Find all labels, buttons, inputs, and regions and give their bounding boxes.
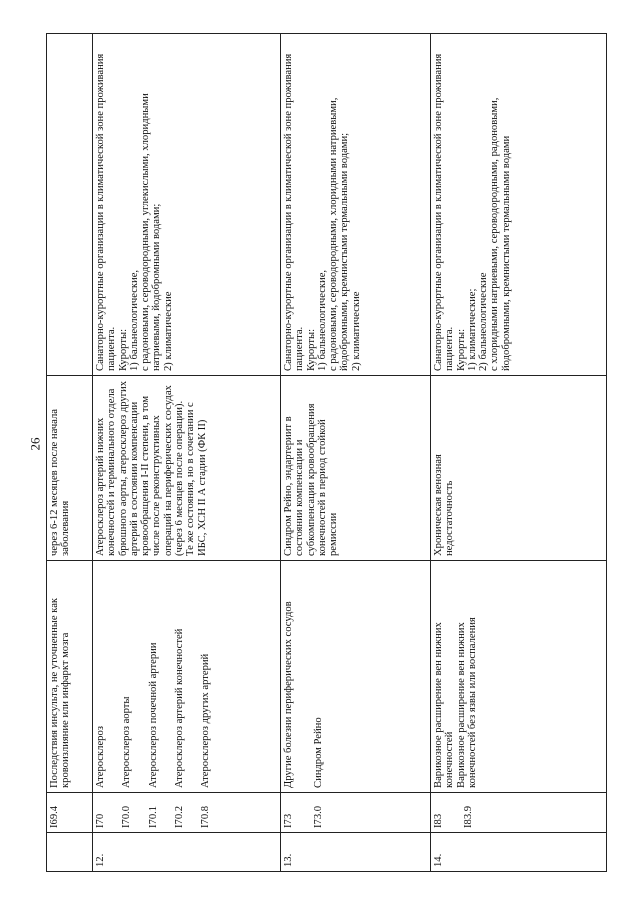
icd-code-cell bbox=[93, 793, 281, 833]
disease-name-cell bbox=[431, 561, 607, 793]
condition-text: Синдром Рейно, эндартериит в состоянии компенсации и субкомпенсации кровообращения конечностей в период стойкой ремиссии bbox=[283, 403, 340, 556]
condition-cell bbox=[93, 376, 281, 561]
icd-code: I70.1 bbox=[147, 805, 159, 828]
condition-text: через 6-12 месяцев после начала заболевания bbox=[49, 409, 72, 556]
row-number-cell bbox=[93, 833, 281, 872]
icd-code: I70 bbox=[95, 813, 106, 828]
condition-text: Те же состояния, но в сочетании с ИБС, ХСН II А стадии (ФК II) bbox=[185, 402, 208, 556]
treatment-text: Санаторно-курортные организации в климатической зоне проживания пациента. bbox=[95, 53, 118, 371]
treatment-text: 2) климатические bbox=[162, 291, 174, 371]
condition-cell bbox=[47, 376, 93, 561]
disease-name: Другие болезни периферических сосудов bbox=[283, 601, 294, 788]
table-row bbox=[47, 34, 93, 872]
table-row bbox=[281, 34, 431, 872]
treatment-text: Курорты: bbox=[305, 328, 317, 371]
treatment-text: Курорты: bbox=[117, 328, 129, 371]
page-number: 26 bbox=[27, 437, 43, 451]
disease-name: Варикозное расширение вен нижних конечностей bbox=[433, 622, 456, 788]
row-number-cell bbox=[47, 833, 93, 872]
disease-name: Атеросклероз почечной артерии bbox=[147, 642, 159, 788]
treatment-cell bbox=[281, 34, 431, 376]
resort-indications-table bbox=[46, 33, 607, 872]
icd-code: I70.2 bbox=[173, 805, 185, 828]
disease-name: Варикозное расширение вен нижних конечностей без язвы или воспаления bbox=[455, 617, 478, 788]
icd-code-cell bbox=[431, 793, 607, 833]
treatment-text: с радоновыми, сероводородными, углекислыми, хлоридными натриевыми, йодобромными водами; bbox=[140, 93, 163, 371]
treatment-text: 1) климатические; bbox=[466, 288, 478, 371]
disease-name-cell bbox=[93, 561, 281, 793]
treatment-text: Санаторно-курортные организации в климатической зоне проживания пациента. bbox=[433, 53, 456, 371]
disease-name: Синдром Рейно bbox=[313, 717, 325, 788]
disease-name: Последствия инсульта, не уточненные как кровоизлияние или инфаркт мозга bbox=[49, 597, 72, 788]
disease-name: Атеросклероз других артерий bbox=[200, 653, 212, 788]
icd-code: I83 bbox=[433, 813, 444, 828]
disease-name: Атеросклероз bbox=[95, 726, 106, 788]
treatment-text: с радоновыми, сероводородными, хлоридными натриевыми, йодобромными, кремнистыми термальными водами; bbox=[328, 97, 351, 371]
icd-code-cell bbox=[47, 793, 93, 833]
treatment-cell bbox=[47, 34, 93, 376]
disease-name-cell bbox=[281, 561, 431, 793]
icd-code: I73 bbox=[283, 813, 294, 828]
condition-cell bbox=[281, 376, 431, 561]
icd-code: I70.8 bbox=[200, 805, 212, 828]
treatment-text: 2) климатические bbox=[350, 291, 362, 371]
treatment-text: 1) бальнеологические, bbox=[128, 269, 140, 371]
icd-code-cell bbox=[281, 793, 431, 833]
row-number: 14. bbox=[433, 853, 444, 867]
row-number: 12. bbox=[95, 853, 106, 867]
row-number: 13. bbox=[283, 853, 294, 867]
icd-code: I83.9 bbox=[463, 805, 475, 828]
condition-cell bbox=[431, 376, 607, 561]
condition-text: Хроническая венозная недостаточность bbox=[433, 454, 456, 556]
icd-code: I70.0 bbox=[121, 805, 133, 828]
table-row bbox=[93, 34, 281, 872]
treatment-text: Курорты: bbox=[455, 328, 467, 371]
icd-code: I69.4 bbox=[49, 805, 60, 828]
disease-name-cell bbox=[47, 561, 93, 793]
disease-name: Атеросклероз аорты bbox=[121, 696, 133, 788]
treatment-cell bbox=[431, 34, 607, 376]
condition-text: Атеросклероз артерий нижних конечностей и терминального отдела брюшного аорты, атеросклероз других артерий в состоянии компенсации кровообращения I-II степени, в том числе после реконструктивных операций на периферических сосудах (через 6 месяцев после операции). bbox=[95, 381, 186, 556]
treatment-text: с хлоридными натриевыми, сероводородными, радоновыми, йодобромными, кремнистыми термальными водами bbox=[489, 97, 512, 371]
treatment-cell bbox=[93, 34, 281, 376]
disease-name: Атеросклероз артерий конечностей bbox=[173, 628, 185, 788]
row-number-cell bbox=[431, 833, 607, 872]
table-row bbox=[431, 34, 607, 872]
row-number-cell bbox=[281, 833, 431, 872]
treatment-text: Санаторно-курортные организации в климатической зоне проживания пациента. bbox=[283, 53, 306, 371]
treatment-text: 2) бальнеологические bbox=[478, 272, 490, 371]
treatment-text: 1) бальнеологические, bbox=[316, 269, 328, 371]
icd-code: I73.0 bbox=[313, 805, 325, 828]
